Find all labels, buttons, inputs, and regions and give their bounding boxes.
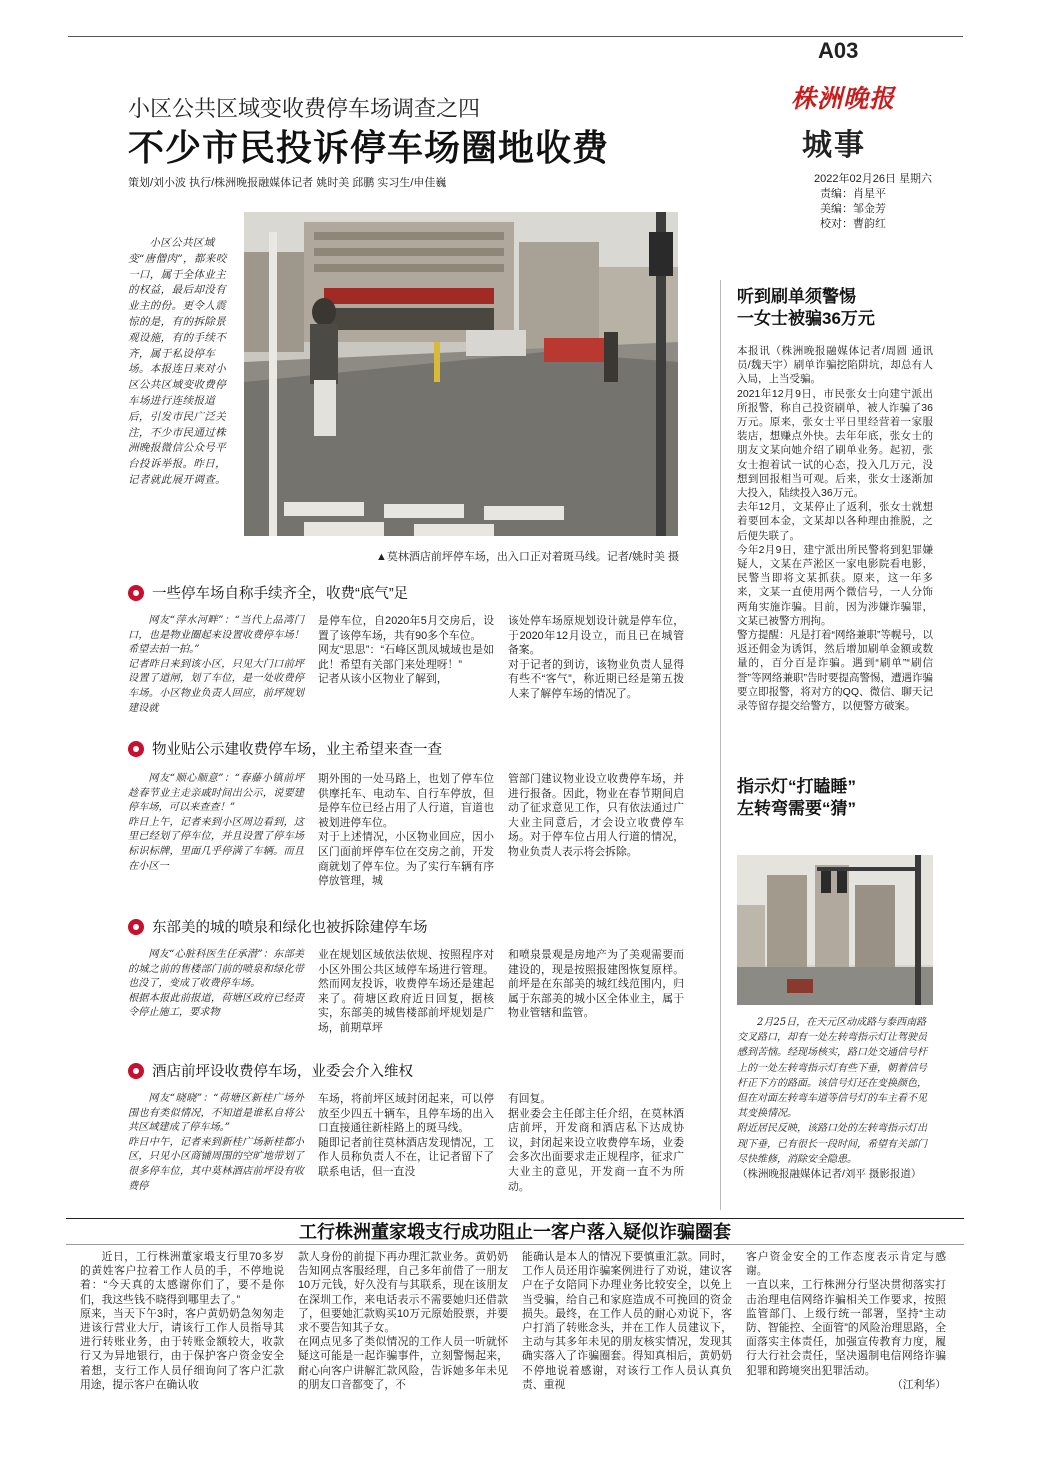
section-1-col-2-text: 是停车位，自2020年5月交房后，设置了该停车场，共有90多个车位。 网友“思思”：“石峰区凯凤城域也是如此！希望有关部门来处理呀！” 记者从该小区物业了解到， [318, 615, 494, 686]
story-intro [128, 236, 236, 489]
sidebar-story-2-headline-line-1: 指示灯“打瞌睡” [737, 777, 856, 796]
story-kicker: 小区公共区域变收费停车场调查之四 [128, 96, 481, 121]
section-4-col-1 [128, 1092, 304, 1194]
sidebar-story-2-caption [737, 1015, 933, 1182]
bottom-story-col-2 [298, 1250, 508, 1392]
section-3-col-2 [318, 948, 494, 1036]
bullet-icon [128, 585, 144, 601]
story-headline: 不少市民投诉停车场圈地收费 [128, 127, 610, 168]
sidebar-story-2-headline [737, 776, 937, 820]
traffic-light-photo [737, 855, 933, 1005]
photo-caption: ▲莫林酒店前坪停车场，出入口正对着斑马线。记者/姚时美 摄 [376, 551, 679, 563]
edition-info [806, 172, 932, 232]
section-4-col-3 [508, 1092, 684, 1194]
section-3-col-2-text: 业在规划区域依法依规、按照程序对小区外围公共区域停车场进行管理。然而网友投诉，收费停车场还是建起来了。荷塘区政府近日回复，据核实，东部美的城售楼部前坪规划是广场，前期草坪 [318, 949, 494, 1034]
section-1-title: 一些停车场自称手续齐全，收费“底气”足 [152, 586, 409, 602]
section-2-heading [128, 738, 442, 759]
sidebar-story-1-headline-line-2: 一女士被骗36万元 [737, 309, 875, 328]
section-title: 城事 [802, 128, 866, 163]
bottom-story-col-3 [522, 1250, 732, 1392]
section-2-col-2 [318, 772, 494, 889]
bottom-story-col-1 [80, 1250, 284, 1392]
editor: 责编：肖星平 [820, 188, 886, 200]
bullet-icon [128, 741, 144, 757]
column-divider [720, 280, 721, 1210]
sidebar-story-1-body [737, 344, 933, 713]
bottom-story-col-3-text: 能确认是本人的情况下要慎重汇款。同时，工作人员还用诈骗案例进行了劝说，建议客户在子女陪同下办理业务比较安全，以免上当受骗，给自己和家庭造成不可挽回的资金损失。最终，在工作人员的耐心劝说下，客户打消了转账念头，并在工作人员建议下，主动与其多年未见的朋友核实情况，发现其确实落入了诈骗圈套。得知真相后，黄奶奶不停地说着感谢，对该行工作人员认真负责、重视 [522, 1251, 732, 1391]
section-1-col-1 [128, 614, 304, 716]
sidebar-story-1-headline-line-1: 听到刷单须警惕 [737, 287, 856, 306]
sidebar-story-2-caption-text: 2月25日，在天元区动成路与泰西南路交叉路口，却有一处左转弯指示灯让驾驶员感到苦恼。经现场核实，路口处交通信号杆上的一处左转弯指示灯有些下垂，朝着信号杆正下方的路面。该信号灯还在变换颜色，但在对面左转弯车道等信号灯的车主看不见其变换情况。 附近居民反映，该路口处的左转弯指示灯出现下垂，已有很长一段时间，希望有关部门尽快维修，消除安全隐患。 [737, 1017, 927, 1165]
bottom-story-col-1-text: 近日，工行株洲董家塅支行里70多岁的黄姓客户拉着工作人员的手，不停地说着：“今天真的太感谢你们了，要不是你们，我这些钱不晓得到哪里去了。” 原来，当天下午3时，客户黄奶奶急匆匆走进该行营业大厅，请该行工作人员指导其进行转账业务，由于转账金额较大，收款行又为异地银行，由于保护客户资金安全着想，支行工作人员仔细询问了客户汇款用途，提示客户在确认收 [80, 1251, 284, 1391]
section-1-col-2 [318, 614, 494, 687]
story-byline: 策划/刘小波 执行/株洲晚报融媒体记者 姚时美 邱鹏 实习生/申佳巍 [128, 177, 447, 189]
section-3-col-3-text: 和喷泉景观是房地产为了美观需要而建设的，现是按照报建图恢复原样。前坪是在东部美的城红线范围内，归属于东部美的城小区全体业主，属于物业管辖和监管。 [508, 949, 684, 1020]
section-4-col-1-text: 网友“晓晓”：“荷塘区新桂广场外围也有类似情况，不知道是谁私自将公共区域建成了停车场。” 昨日中午，记者来到新桂广场新桂都小区，只见小区商铺周围的空旷地带划了很多停车位，其中莫林酒店前坪设有收费停 [128, 1093, 304, 1192]
section-1-heading [128, 582, 408, 603]
top-rule [68, 36, 963, 37]
proofreader: 校对：曹韵红 [820, 218, 886, 230]
section-4-col-2-text: 车场，将前坪区域封闭起来，可以停放至少四五十辆车，且停车场的出入口直接通往新桂路上的斑马线。 随即记者前往莫林酒店发现情况，工作人员称负责人不在，让记者留下了联系电话，但一直没 [318, 1093, 494, 1178]
bottom-story-headline: 工行株洲董家塅支行成功阻止一客户落入疑似诈骗圈套 [299, 1222, 731, 1242]
section-2-col-1 [128, 772, 304, 874]
sidebar-story-2-headline-line-2: 左转弯需要“猜” [737, 799, 856, 818]
newspaper-logo: 株洲晚报 [790, 84, 895, 113]
bullet-icon [128, 1063, 144, 1079]
sidebar-story-2-credit: （株洲晚报融媒体记者/刘平 摄影报道） [737, 1168, 922, 1181]
sidebar-story-1-headline [737, 286, 937, 330]
intro-text: 小区公共区域变“唐僧肉”，都来咬一口，属于全体业主的权益，最后却没有业主的份。更令人震惊的是，有的拆除景观设施，有的手续不齐，属于私设停车场。本报连日来对小区公共区域变收费停车场进行连续报道后，引发市民广泛关注，不少市民通过株洲晚报微信公众号平台投诉举报。昨日，记者就此展开调查。 [128, 237, 227, 486]
section-4-title: 酒店前坪设收费停车场，业委会介入维权 [152, 1064, 413, 1080]
section-3-col-3 [508, 948, 684, 1021]
page-number: A03 [818, 38, 859, 63]
bottom-story-credit: （江利华） [892, 1378, 946, 1391]
section-2-col-1-text: 网友“顺心顺意”：“春藤小镇前坪趁春节业主走亲戚时间出公示，说要建停车场，可以来查查！” 昨日上午，记者来到小区周边看到，这里已经划了停车位，并且设置了停车场标识标牌，里面几乎停满了车辆。而且在小区一 [128, 773, 304, 872]
section-4-col-3-text: 有回复。 据业委会主任郎主任介绍，在莫林酒店前坪，开发商和酒店私下达成协议，封闭起来设立收费停车场，业委会多次出面要求走正规程序，征求广大业主的意见，开发商一直不为所动。 [508, 1093, 684, 1193]
section-3-col-1 [128, 948, 304, 1021]
section-2-col-3 [508, 772, 684, 860]
section-2-col-2-text: 期外围的一处马路上，也划了停车位供摩托车、电动车、自行车停放，但是停车位已经占用了人行道，盲道也被划进停车位。 对于上述情况，小区物业回应，因小区门面前坪停车位在交房之前，开发商就划了停车位。为了实行车辆有序停放管理，城 [318, 773, 494, 888]
bullet-icon [128, 919, 144, 935]
section-3-title: 东部美的城的喷泉和绿化也被拆除建停车场 [152, 920, 428, 936]
section-2-col-3-text: 管部门建议物业设立收费停车场，并进行报备。因此，物业在春节期间启动了征求意见工作，只有依法通过广大业主同意后，才会设立收费停车场。对于停车位占用人行道的情况，物业负责人表示将会拆除。 [508, 773, 684, 858]
section-3-col-1-text: 网友“心脏科医生任承潜”：东部美的城之前的售楼部门前的喷泉和绿化带也没了，变成了收费停车场。 根据本报此前报道，荷塘区政府已经责令停止施工，要求物 [128, 949, 304, 1019]
section-2-title: 物业贴公示建收费停车场，业主希望来查一查 [152, 742, 442, 758]
section-1-col-1-text: 网友“萍水河畔”：“当代上品湾门口，也是物业圈起来设置收费停车场！希望去拍一拍。” 记者昨日来到该小区，只见大门口前坪设置了道闸，划了车位，是一处收费停车场。小区物业负责人回应，前坪规划建设就 [128, 615, 304, 714]
sidebar-story-1-text: 本报讯（株洲晚报融媒体记者/周圆 通讯员/魏天宇）刷单诈骗挖陷阱坑，却总有人入局，上当受骗。 2021年12月9日，市民张女士向建宁派出所报警，称自己投资刷单，被人诈骗了36万元。原来，张女士平日里经营着一家服装店，想赚点外快。去年年底，张女士的朋友文某向她介绍了刷单业务。起初，张女士抱着试一试的心态，投入几万元，没想到回报相当可观。后来，张女士逐渐加大投入，陆续投入36万元。 去年12月，文某停止了返利，张女士就想着要回本金，文某却以各种理由推脱，之后便失联了。 今年2月9日，建宁派出所民警将到犯罪嫌疑人，文某在芦淞区一家电影院看电影，民警当即将文某抓获。原来，这一年多来，文某一直使用两个微信号，一人分饰两角实施诈骗。目前，因为涉嫌诈骗罪，文某已被警方刑拘。 警方提醒：凡是打着“网络兼职”等幌号，以返还佣金为诱饵，然后增加刷单金额或数量的，百分百是诈骗。遇到“刷单”“刷信誉”等网络兼职”告时要提高警惕，遭遇诈骗要立即报警，将对方的QQ、微信、聊天记录等留存提交给警方，以便警方破案。 [737, 345, 933, 713]
bottom-story-col-4-text: 客户资金安全的工作态度表示肯定与感谢。 一直以来，工行株洲分行坚决贯彻落实打击治理电信网络诈骗相关工作要求，按照监管部门、上级行统一部署，坚持“主动防、智能控、全面管”的风险治理思路，全面落实主体责任，加强宣传教育力度，履行大行社会责任，坚决遏制电信网络诈骗犯罪和跨境突出犯罪活动。 [746, 1251, 946, 1377]
bottom-story-col-2-text: 款人身份的前提下再办理汇款业务。黄奶奶告知网点客服经理，自己多年前借了一朋友10万元钱，好久没有与其联系，现在该朋友在深圳工作，来电话表示不需要她归还借款了，但要她汇款购买10万元原始股票，并要求不要告知其子女。 在网点见多了类似情况的工作人员一听就怀疑这可能是一起诈骗事件，立刻警惕起来，耐心向客户讲解汇款风险，告诉她多年未见的朋友口音都变了，不 [298, 1251, 508, 1391]
bottom-story-sub-rule [66, 1244, 964, 1245]
section-3-heading [128, 916, 428, 937]
edition-date: 2022年02月26日 星期六 [814, 173, 932, 185]
bottom-story-col-4 [746, 1250, 946, 1392]
designer: 美编：邹金芳 [820, 203, 886, 215]
traffic-light-illustration [737, 855, 933, 1005]
street-scene-illustration [244, 212, 678, 536]
parking-lot-photo [244, 212, 678, 536]
section-4-heading [128, 1060, 413, 1081]
section-1-col-3 [508, 614, 684, 702]
section-1-col-3-text: 该处停车场原规划设计就是停车位，于2020年12月设立，而且已在城管备案。 对于记者的到访，该物业负责人显得有些不“客气”，称近期已经是第五拨人来了解停车场的情况了。 [508, 615, 684, 700]
section-4-col-2 [318, 1092, 494, 1180]
